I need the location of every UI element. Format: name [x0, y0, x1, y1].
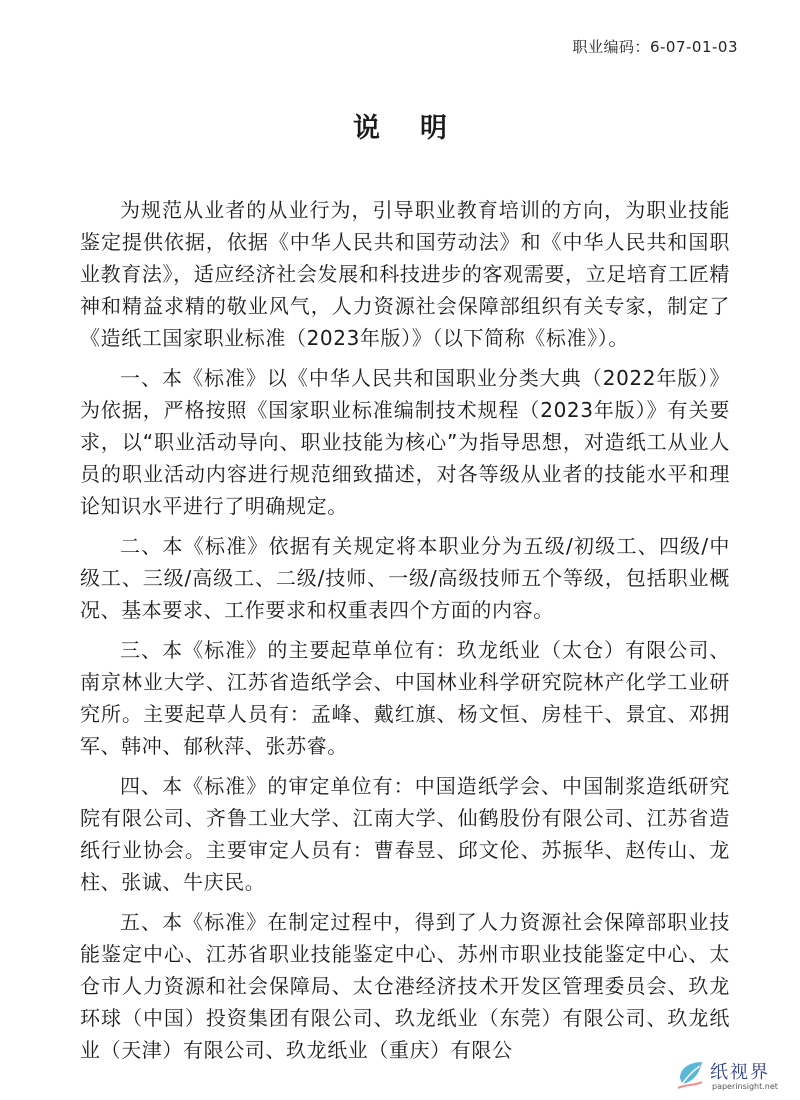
paragraph-1: 一、本《标准》以《中华人民共和国职业分类大典（2022年版）》为依据，严格按照《国家职业标准编制技术规程（2023年版）》有关要求，以“职业活动导向、职业技能为核心”为指导思想，对造纸工从业人员的职业活动内容进行规范细致描述，对各等级从业者的技能水平和理论知识水平进行了明确规定。	[80, 366, 730, 518]
paper-leaf-icon	[676, 1058, 706, 1092]
watermark-logo	[676, 1056, 786, 1096]
paragraph-4: 四、本《标准》的审定单位有：中国造纸学会、中国制浆造纸研究院有限公司、齐鲁工业大学、江南大学、仙鹤股份有限公司、江苏省造纸行业协会。主要审定人员有：曹春昱、邱文伦、苏振华、赵传山、龙柱、张诚、牛庆民。	[80, 774, 730, 894]
occupation-code: 职业编码：6-07-01-03	[572, 38, 738, 56]
paragraph-3: 三、本《标准》的主要起草单位有：玖龙纸业（太仓）有限公司、南京林业大学、江苏省造纸学会、中国林业科学研究院林产化学工业研究所。主要起草人员有：孟峰、戴红旗、杨文恒、房桂干、景宜、邓拥军、韩冲、郁秋萍、张苏睿。	[80, 638, 730, 758]
document-body	[80, 194, 730, 1066]
watermark-url: paperinsight.net	[712, 1082, 778, 1091]
watermark-brand: 纸视界	[710, 1062, 770, 1083]
page-title: 说明	[353, 113, 487, 144]
paragraph-5: 五、本《标准》在制定过程中，得到了人力资源社会保障部职业技能鉴定中心、江苏省职业技能鉴定中心、苏州市职业技能鉴定中心、太仓市人力资源和社会保障局、太仓港经济技术开发区管理委员会、玖龙环球（中国）投资集团有限公司、玖龙纸业（东莞）有限公司、玖龙纸业（天津）有限公司、玖龙纸业（重庆）有限公	[80, 910, 730, 1062]
paragraph-intro: 为规范从业者的从业行为，引导职业教育培训的方向，为职业技能鉴定提供依据，依据《中华人民共和国劳动法》和《中华人民共和国职业教育法》，适应经济社会发展和科技进步的客观需要，立足培育工匠精神和精益求精的敬业风气，人力资源社会保障部组织有关专家，制定了《造纸工国家职业标准（2023年版）》（以下简称《标准》）。	[80, 198, 730, 350]
paragraph-2: 二、本《标准》依据有关规定将本职业分为五级/初级工、四级/中级工、三级/高级工、二级/技师、一级/高级技师五个等级，包括职业概况、基本要求、工作要求和权重表四个方面的内容。	[80, 534, 730, 622]
